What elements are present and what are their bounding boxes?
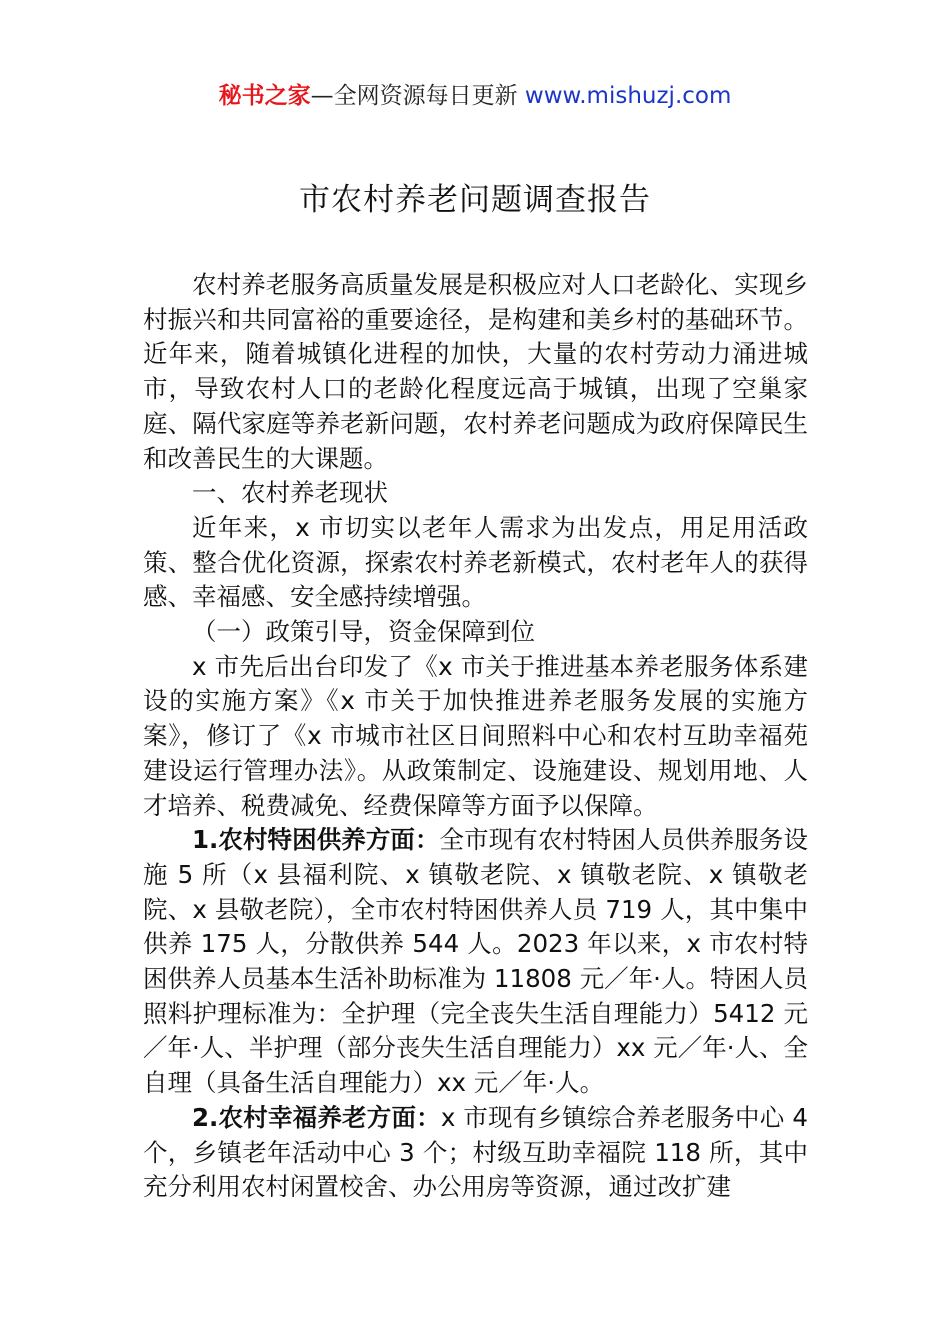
happy-elderly-lead: 2.农村幸福养老方面： (192, 1102, 441, 1132)
happy-elderly-text: x 市现有乡镇综合养老服务中心 4 个，乡镇老年活动中心 3 个；村级互助幸福院 118 所，其中充分利用农村闲置校舍、办公用房等资源，通过改扩建 (143, 1102, 808, 1202)
brand-name: 秘书之家 (218, 83, 311, 109)
section-heading-1: 一、农村养老现状 (192, 478, 388, 508)
intro-paragraph: 农村养老服务高质量发展是积极应对人口老龄化、实现乡村振兴和共同富裕的重要途径，是构建和美乡村的基础环节。近年来，随着城镇化进程的加快，大量的农村劳动力涌进城市，导致农村人口的老龄化程度远高于城镇，出现了空巢家庭、隔代家庭等养老新问题，农村养老问题成为政府保障民生和改善民生的大课题。 (143, 270, 808, 473)
special-support-paragraph (143, 823, 808, 1101)
policy-paragraph: x 市先后出台印发了《x 市关于推进基本养老服务体系建设的实施方案》《x 市关于加快推进养老服务发展的实施方案》，修订了《x 市城市社区日间照料中心和农村互助幸福苑建设运行管理办法》。从政策制定、设施建设、规划用地、人才培养、税费减免、经费保障等方面予以保障。 (143, 651, 808, 820)
happy-elderly-paragraph (143, 1101, 808, 1205)
subsection-heading-1: （一）政策引导，资金保障到位 (192, 617, 535, 647)
special-support-lead: 1.农村特困供养方面： (192, 825, 440, 855)
site-url-link[interactable]: www.mishuzj.com (524, 83, 732, 109)
site-header (0, 80, 950, 112)
special-support-text: 全市现有农村特困人员供养服务设施 5 所（x 县福利院、x 镇敬老院、x 镇敬老院、x 镇敬老院、x 县敬老院），全市农村特困供养人员 719 人，其中集中供养 175 人，分散供养 544 人。2023 年以来，x 市农村特困供养人员基本生活补助标准为 11808 元／年·人。特困人员照料护理标准为：全护理（完全丧失生活自理能力）5412 元／年·人、半护理（部分丧失生活自理能力）xx 元／年·人、全自理（具备生活自理能力）xx 元／年·人。 (143, 825, 809, 1098)
document-title: 市农村养老问题调查报告 (299, 182, 651, 218)
document-body (143, 268, 808, 1205)
header-tagline: —全网资源每日更新 (310, 83, 525, 109)
section-1-paragraph: 近年来，x 市切实以老年人需求为出发点，用足用活政策、整合优化资源，探索农村养老新模式，农村老年人的获得感、幸福感、安全感持续增强。 (143, 512, 808, 612)
